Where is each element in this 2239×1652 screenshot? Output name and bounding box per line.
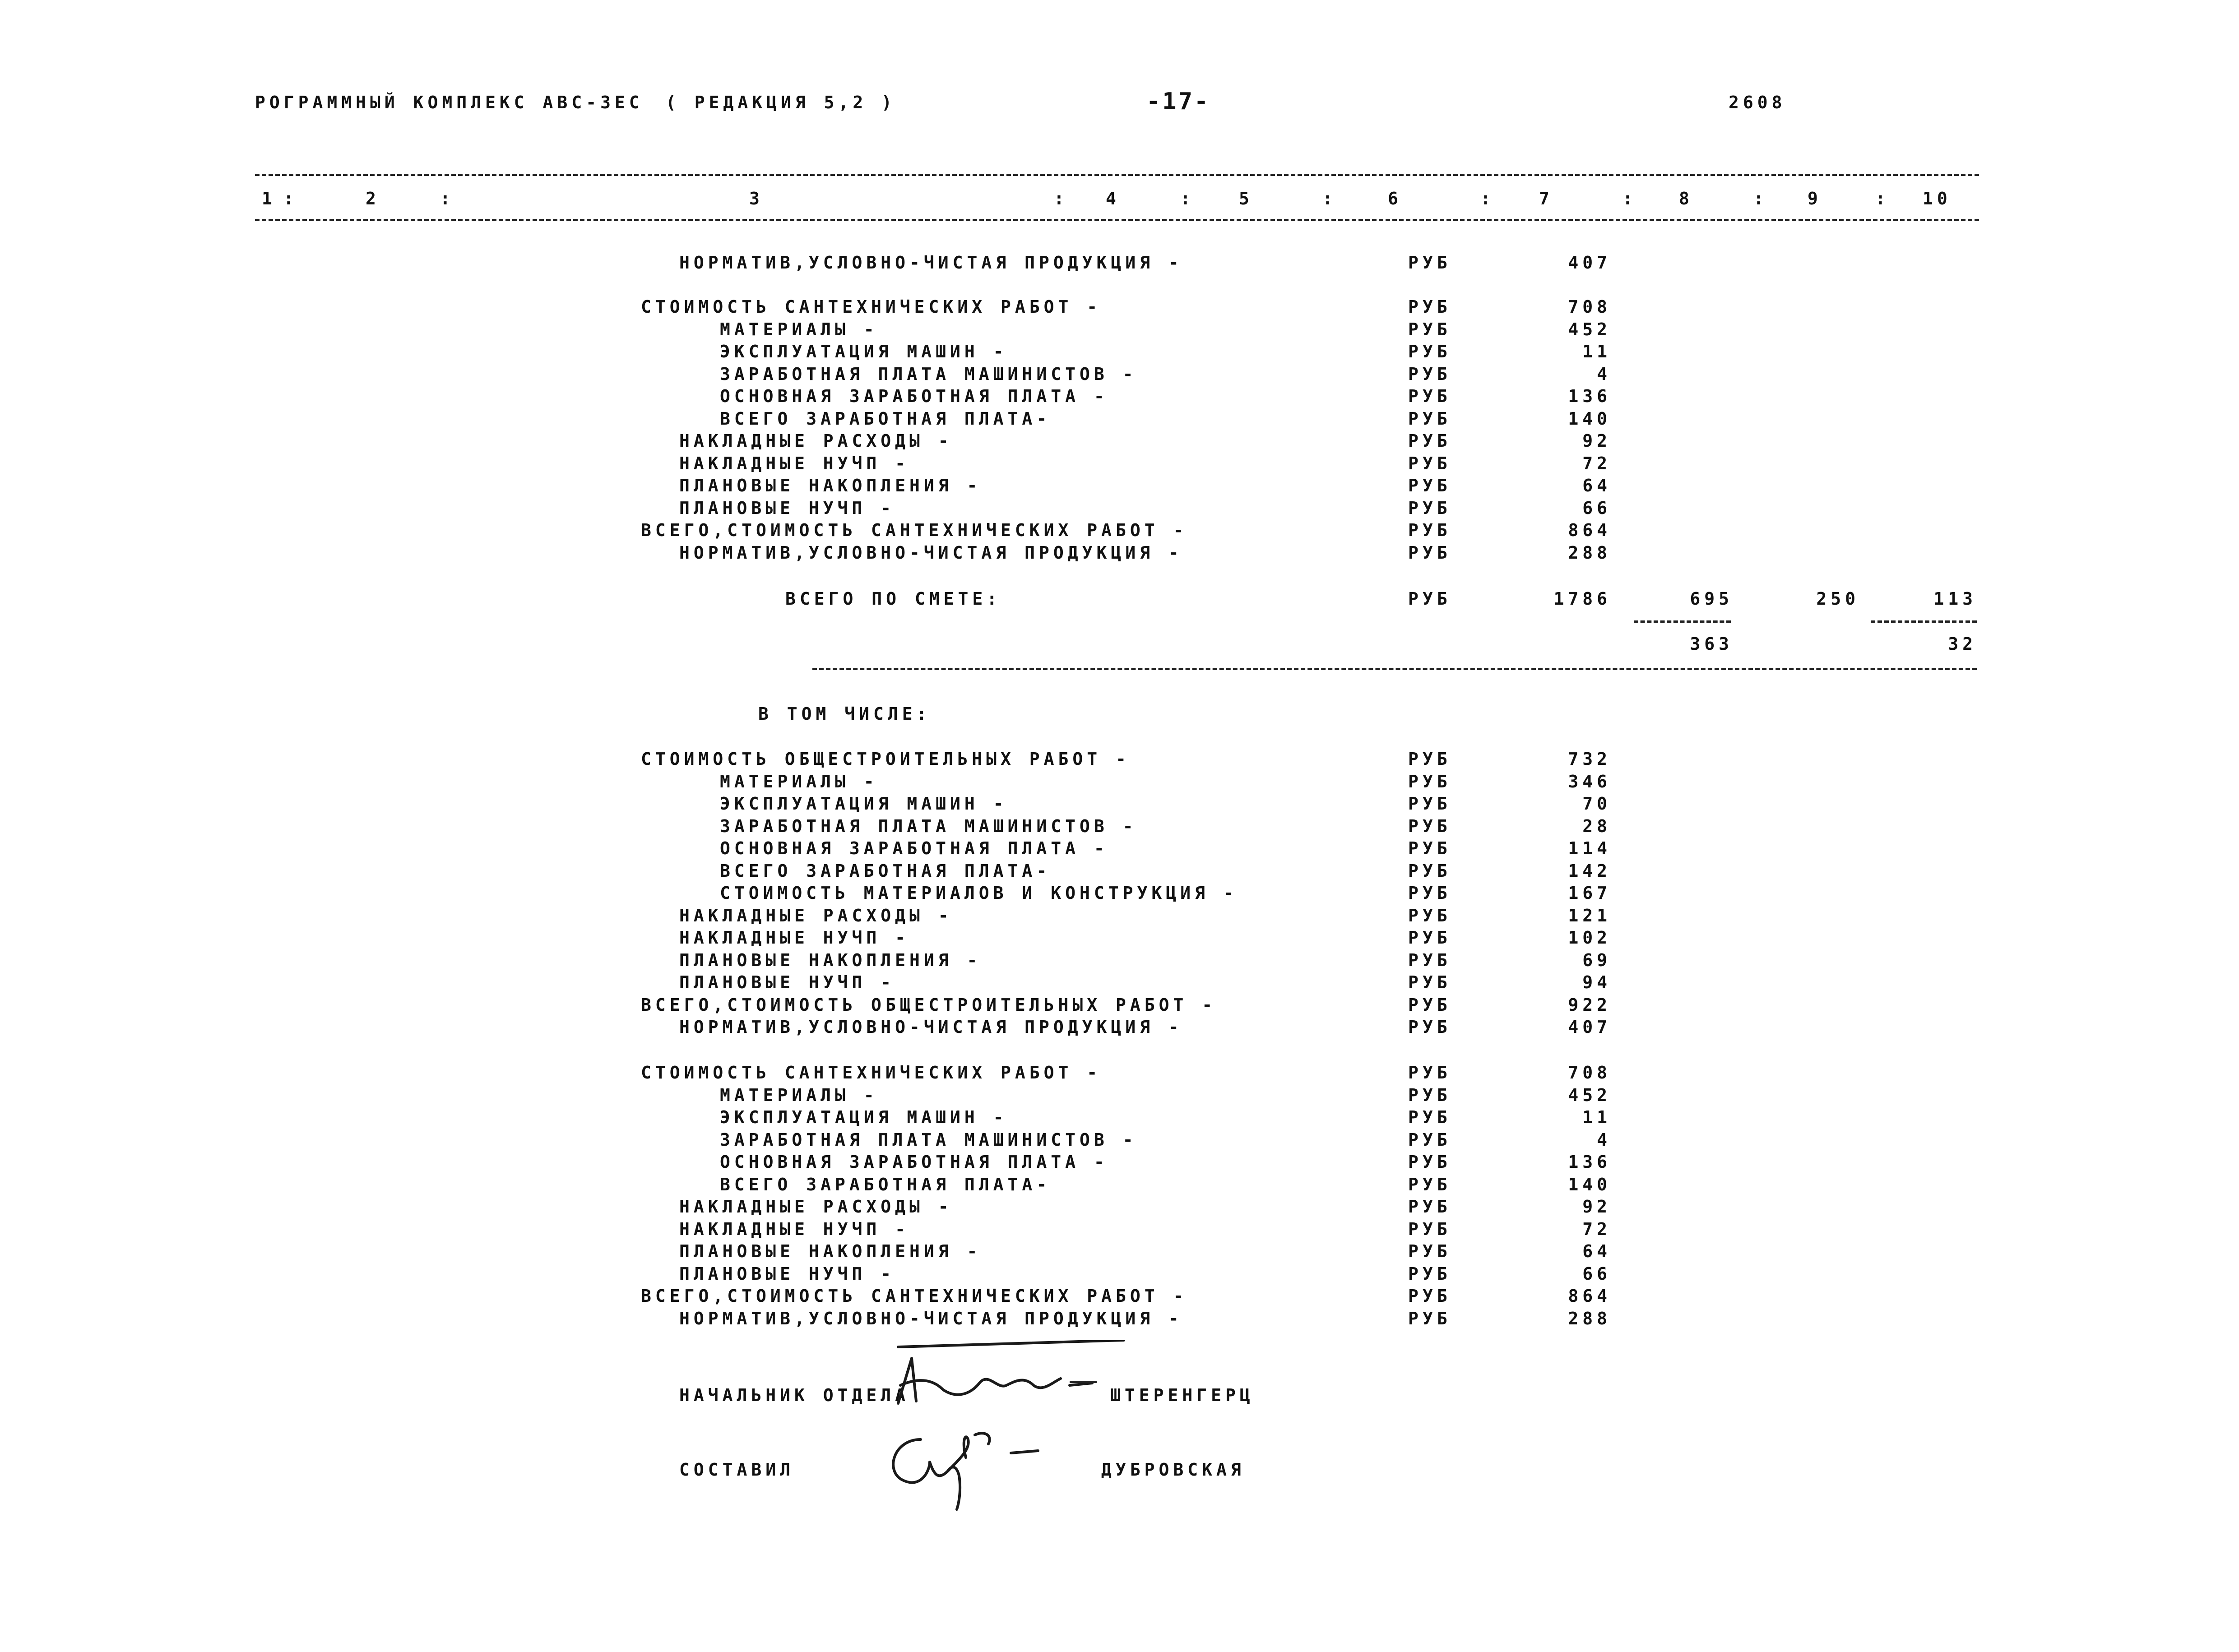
edition-label: ( РЕДАКЦИЯ 5,2 ) — [666, 93, 896, 112]
line-item-label: ЗАРАБОТНАЯ ПЛАТА МАШИНИСТОВ - — [720, 364, 1137, 384]
line-item-label: ПЛАНОВЫЕ НАКОПЛЕНИЯ - — [679, 950, 982, 970]
line-item-value: 407 — [1568, 253, 1611, 273]
line-item-value: 346 — [1568, 772, 1611, 791]
line-item-label: ОСНОВНАЯ ЗАРАБОТНАЯ ПЛАТА - — [720, 386, 1108, 406]
line-item-unit: РУБ — [1408, 1063, 1451, 1083]
head-dash — [1070, 1381, 1097, 1383]
line-item-value: 142 — [1568, 861, 1611, 881]
line-item-label: ЗАРАБОТНАЯ ПЛАТА МАШИНИСТОВ - — [720, 816, 1137, 836]
line-item-value: 140 — [1568, 409, 1611, 429]
line-item-label: НАКЛАДНЫЕ НУЧП - — [679, 1219, 910, 1239]
total-rule — [812, 668, 1977, 670]
column-header-cell: : — [440, 189, 454, 208]
line-item-value: 92 — [1582, 431, 1611, 451]
total-col8: 695 — [1690, 589, 1733, 609]
line-item-label: ВСЕГО ЗАРАБОТНАЯ ПЛАТА- — [720, 861, 1051, 881]
column-header-cell: : — [1622, 189, 1637, 208]
line-item-value: 167 — [1568, 883, 1611, 903]
line-item-label: ВСЕГО ЗАРАБОТНАЯ ПЛАТА- — [720, 409, 1051, 429]
column-header-bottom-rule — [255, 219, 1979, 221]
line-item-label: ПЛАНОВЫЕ НАКОПЛЕНИЯ - — [679, 1241, 982, 1261]
line-item-unit: РУБ — [1408, 838, 1451, 858]
line-item-value: 64 — [1582, 1241, 1611, 1261]
line-item-value: 452 — [1568, 1085, 1611, 1105]
line-item-label: ВСЕГО,СТОИМОСТЬ САНТЕХНИЧЕСКИХ РАБОТ - — [641, 520, 1188, 540]
column-header-cell: : — [1753, 189, 1768, 208]
document-code: 2608 — [1729, 93, 1786, 112]
line-item-unit: РУБ — [1408, 386, 1451, 406]
line-item-label: ВСЕГО,СТОИМОСТЬ ОБЩЕСТРОИТЕЛЬНЫХ РАБОТ - — [641, 995, 1217, 1015]
line-item-value: 708 — [1568, 297, 1611, 317]
line-item-value: 708 — [1568, 1063, 1611, 1083]
line-item-unit: РУБ — [1408, 1175, 1451, 1194]
column-header-cell: 3 — [749, 189, 764, 208]
line-item-label: ПЛАНОВЫЕ НУЧП - — [679, 1264, 895, 1284]
line-item-unit: РУБ — [1408, 1197, 1451, 1217]
column-header-cell: 1 — [262, 189, 276, 208]
line-item-value: 102 — [1568, 928, 1611, 948]
line-item-unit: РУБ — [1408, 1309, 1451, 1328]
column-header-cell: : — [1875, 189, 1890, 208]
line-item-value: 407 — [1568, 1017, 1611, 1037]
line-item-label: СТОИМОСТЬ МАТЕРИАЛОВ И КОНСТРУКЦИЯ - — [720, 883, 1238, 903]
line-item-unit: РУБ — [1408, 950, 1451, 970]
line-item-unit: РУБ — [1408, 1264, 1451, 1284]
line-item-unit: РУБ — [1408, 1107, 1451, 1127]
compiled-name: ДУБРОВСКАЯ — [1101, 1460, 1245, 1480]
line-item-unit: РУБ — [1408, 906, 1451, 925]
line-item-value: 92 — [1582, 1197, 1611, 1217]
line-item-value: 28 — [1582, 816, 1611, 836]
line-item-label: ЭКСПЛУАТАЦИЯ МАШИН - — [720, 794, 1008, 814]
head-name: ШТЕРЕНГЕРЦ — [1110, 1385, 1254, 1405]
col8-sub-rule — [1634, 620, 1731, 623]
line-item-value: 11 — [1582, 342, 1611, 361]
line-item-unit: РУБ — [1408, 972, 1451, 992]
column-header-cell: 7 — [1539, 189, 1553, 208]
line-item-value: 452 — [1568, 319, 1611, 339]
line-item-label: ПЛАНОВЫЕ НУЧП - — [679, 498, 895, 518]
line-item-label: НАКЛАДНЫЕ РАСХОДЫ - — [679, 431, 953, 451]
line-item-label: НАКЛАДНЫЕ РАСХОДЫ - — [679, 1197, 953, 1217]
line-item-label: ЭКСПЛУАТАЦИЯ МАШИН - — [720, 342, 1008, 361]
line-item-value: 288 — [1568, 1309, 1611, 1328]
column-header-cell: : — [1480, 189, 1495, 208]
line-item-label: ОСНОВНАЯ ЗАРАБОТНАЯ ПЛАТА - — [720, 838, 1108, 858]
line-item-label: НОРМАТИВ,УСЛОВНО-ЧИСТАЯ ПРОДУКЦИЯ - — [679, 543, 1183, 563]
line-item-unit: РУБ — [1408, 1241, 1451, 1261]
line-item-value: 72 — [1582, 453, 1611, 473]
col10-sub-rule — [1871, 620, 1977, 623]
column-header-cell: 6 — [1388, 189, 1402, 208]
including-label: В ТОМ ЧИСЛЕ: — [758, 704, 931, 724]
compiled-signature — [880, 1421, 1070, 1512]
line-item-value: 136 — [1568, 1152, 1611, 1172]
line-item-unit: РУБ — [1408, 861, 1451, 881]
line-item-unit: РУБ — [1408, 543, 1451, 563]
line-item-label: МАТЕРИАЛЫ - — [720, 1085, 878, 1105]
line-item-unit: РУБ — [1408, 794, 1451, 814]
line-item-label: СТОИМОСТЬ ОБЩЕСТРОИТЕЛЬНЫХ РАБОТ - — [641, 749, 1130, 769]
line-item-unit: РУБ — [1408, 364, 1451, 384]
column-header-cell: 8 — [1679, 189, 1693, 208]
compiled-label: СОСТАВИЛ — [679, 1460, 795, 1480]
column-header-cell: : — [1180, 189, 1195, 208]
line-item-value: 64 — [1582, 476, 1611, 495]
line-item-value: 288 — [1568, 543, 1611, 563]
column-header-cell: : — [1322, 189, 1337, 208]
total-col8-sub: 363 — [1690, 634, 1733, 654]
line-item-label: МАТЕРИАЛЫ - — [720, 772, 878, 791]
column-header-cell: 10 — [1923, 189, 1952, 208]
line-item-unit: РУБ — [1408, 342, 1451, 361]
line-item-value: 922 — [1568, 995, 1611, 1015]
head-signature — [880, 1340, 1133, 1408]
line-item-unit: РУБ — [1408, 476, 1451, 495]
line-item-value: 11 — [1582, 1107, 1611, 1127]
line-item-unit: РУБ — [1408, 520, 1451, 540]
line-item-value: 732 — [1568, 749, 1611, 769]
column-header-top-rule — [255, 174, 1979, 176]
line-item-label: ВСЕГО ЗАРАБОТНАЯ ПЛАТА- — [720, 1175, 1051, 1194]
line-item-unit: РУБ — [1408, 883, 1451, 903]
line-item-label: ПЛАНОВЫЕ НАКОПЛЕНИЯ - — [679, 476, 982, 495]
line-item-label: ЗАРАБОТНАЯ ПЛАТА МАШИНИСТОВ - — [720, 1130, 1137, 1150]
column-header-cell: : — [283, 189, 298, 208]
line-item-value: 136 — [1568, 386, 1611, 406]
program-title: РОГРАММНЫЙ КОМПЛЕКС АВС-3ЕС — [255, 93, 644, 112]
line-item-label: ВСЕГО,СТОИМОСТЬ САНТЕХНИЧЕСКИХ РАБОТ - — [641, 1286, 1188, 1306]
line-item-unit: РУБ — [1408, 297, 1451, 317]
line-item-unit: РУБ — [1408, 1286, 1451, 1306]
line-item-label: ПЛАНОВЫЕ НУЧП - — [679, 972, 895, 992]
line-item-unit: РУБ — [1408, 431, 1451, 451]
column-header-cell: 2 — [366, 189, 380, 208]
total-col9: 250 — [1816, 589, 1859, 609]
line-item-unit: РУБ — [1408, 1219, 1451, 1239]
line-item-unit: РУБ — [1408, 772, 1451, 791]
line-item-unit: РУБ — [1408, 409, 1451, 429]
line-item-value: 66 — [1582, 1264, 1611, 1284]
line-item-value: 121 — [1568, 906, 1611, 925]
line-item-unit: РУБ — [1408, 1017, 1451, 1037]
line-item-label: НАКЛАДНЫЕ РАСХОДЫ - — [679, 906, 953, 925]
line-item-unit: РУБ — [1408, 1130, 1451, 1150]
line-item-label: ЭКСПЛУАТАЦИЯ МАШИН - — [720, 1107, 1008, 1127]
line-item-label: СТОИМОСТЬ САНТЕХНИЧЕСКИХ РАБОТ - — [641, 297, 1102, 317]
line-item-value: 94 — [1582, 972, 1611, 992]
line-item-label: НОРМАТИВ,УСЛОВНО-ЧИСТАЯ ПРОДУКЦИЯ - — [679, 1017, 1183, 1037]
line-item-label: НОРМАТИВ,УСЛОВНО-ЧИСТАЯ ПРОДУКЦИЯ - — [679, 253, 1183, 273]
line-item-unit: РУБ — [1408, 928, 1451, 948]
column-header-cell: 9 — [1808, 189, 1822, 208]
line-item-unit: РУБ — [1408, 1085, 1451, 1105]
line-item-unit: РУБ — [1408, 816, 1451, 836]
line-item-value: 864 — [1568, 1286, 1611, 1306]
total-col7: 1786 — [1553, 589, 1611, 609]
line-item-label: СТОИМОСТЬ САНТЕХНИЧЕСКИХ РАБОТ - — [641, 1063, 1102, 1083]
line-item-unit: РУБ — [1408, 453, 1451, 473]
line-item-unit: РУБ — [1408, 749, 1451, 769]
line-item-value: 72 — [1582, 1219, 1611, 1239]
line-item-unit: РУБ — [1408, 995, 1451, 1015]
total-label: ВСЕГО ПО СМЕТЕ: — [785, 589, 1001, 609]
column-header-cell: : — [1054, 189, 1068, 208]
line-item-label: НАКЛАДНЫЕ НУЧП - — [679, 928, 910, 948]
total-unit: РУБ — [1408, 589, 1451, 609]
line-item-label: НОРМАТИВ,УСЛОВНО-ЧИСТАЯ ПРОДУКЦИЯ - — [679, 1309, 1183, 1328]
total-col10: 113 — [1933, 589, 1977, 609]
line-item-value: 70 — [1582, 794, 1611, 814]
line-item-value: 4 — [1597, 364, 1611, 384]
line-item-label: МАТЕРИАЛЫ - — [720, 319, 878, 339]
line-item-unit: РУБ — [1408, 319, 1451, 339]
line-item-unit: РУБ — [1408, 498, 1451, 518]
line-item-value: 114 — [1568, 838, 1611, 858]
line-item-label: НАКЛАДНЫЕ НУЧП - — [679, 453, 910, 473]
total-col10-sub: 32 — [1948, 634, 1977, 654]
line-item-value: 69 — [1582, 950, 1611, 970]
line-item-value: 864 — [1568, 520, 1611, 540]
head-label: НАЧАЛЬНИК ОТДЕЛА — [679, 1385, 910, 1405]
line-item-value: 4 — [1597, 1130, 1611, 1150]
line-item-label: ОСНОВНАЯ ЗАРАБОТНАЯ ПЛАТА - — [720, 1152, 1108, 1172]
line-item-value: 66 — [1582, 498, 1611, 518]
line-item-value: 140 — [1568, 1175, 1611, 1194]
page-number: -17- — [1146, 88, 1210, 115]
column-header-cell: 5 — [1239, 189, 1253, 208]
line-item-unit: РУБ — [1408, 1152, 1451, 1172]
column-header-cell: 4 — [1106, 189, 1120, 208]
line-item-unit: РУБ — [1408, 253, 1451, 273]
